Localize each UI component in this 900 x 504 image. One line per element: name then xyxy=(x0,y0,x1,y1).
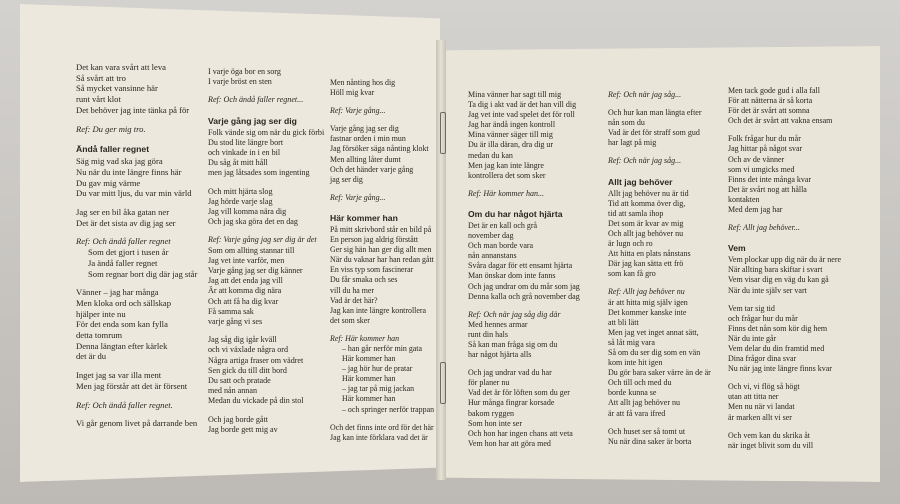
lyric-line: Svåra dagar för ett ensamt hjärta xyxy=(468,261,573,271)
lyric-line: En person jag aldrig förstått xyxy=(330,235,419,245)
lyric-line: En viss typ som fascinerar xyxy=(330,265,414,275)
lyric-line: Säg mig vad ska jag göra xyxy=(76,156,163,167)
stanza-gap xyxy=(468,181,580,189)
lyric-line: Att allt jag behöver nu xyxy=(608,398,680,408)
lyric-line: kontakten xyxy=(728,194,760,204)
refrain-line: Ref: Och ändå faller regnet xyxy=(76,236,171,247)
lyric-line: Ta dig i akt vad är det han vill dig xyxy=(468,100,577,110)
lyric-line: Som hon inte ser xyxy=(468,418,522,428)
lyric-line: det är du xyxy=(76,351,107,362)
lyric-line: Nu när du inte längre finns här xyxy=(76,166,182,177)
lyric-line: Det behöver jag inte tänka på för xyxy=(76,104,190,115)
lyric-line: Vem visar dig en väg du kan gå xyxy=(728,275,829,285)
lyrics-column-2 xyxy=(208,67,324,435)
lyric-line: Vänner – jag har många xyxy=(76,287,159,298)
lyric-line: Jag vill komma nära dig xyxy=(208,207,287,217)
lyric-line: Men nu när vi landat xyxy=(728,402,795,412)
refrain-indented-line: – jag tar på mig jackan xyxy=(342,384,415,394)
lyric-line: Jag kan inte förklara vad det är xyxy=(330,432,428,442)
lyric-line: Du satt och pratade xyxy=(208,376,271,386)
lyric-line: Och mitt hjärta slog xyxy=(208,186,273,196)
stanza-gap xyxy=(330,116,434,124)
lyric-line: Det som är kvar av mig xyxy=(608,218,684,228)
stanza-gap xyxy=(330,98,434,106)
lyric-line: och vinkade in i en bil xyxy=(208,148,281,158)
lyric-line: Men jag förstår att det är försent xyxy=(76,380,188,391)
song-title: Här kommer han xyxy=(330,212,398,223)
refrain-line: Ref: Och när jag såg... xyxy=(608,90,682,99)
lyric-line: Vad är det för straff som gud xyxy=(608,128,700,138)
lyrics-column-5 xyxy=(608,90,711,447)
lyric-line: Och till och med du xyxy=(608,378,672,388)
lyric-line: Och av de vänner xyxy=(728,154,785,164)
lyric-line: har lagt på mig xyxy=(608,138,657,148)
lyric-line: Och hur kan man längta efter xyxy=(608,108,702,118)
lyric-line: så låt mig vara xyxy=(608,337,655,347)
lyric-line: Nu när jag inte längre finns kvar xyxy=(728,364,832,374)
lyric-line: Jag försöker säga nånting klokt xyxy=(330,144,429,154)
lyric-line: Jag hittar på något svar xyxy=(728,144,803,154)
lyric-line: Varje gång jag ser dig känner xyxy=(208,266,303,276)
lyric-line: Är att komma dig nära xyxy=(208,286,282,296)
lyric-line: Vad är det här? xyxy=(330,295,378,305)
lyric-line: som vi umgicks med xyxy=(728,164,795,174)
lyrics-column-6 xyxy=(728,86,841,451)
lyric-line: När du vaknar har han redan gått xyxy=(330,255,434,265)
lyric-line: Men jag vet inget annat sätt, xyxy=(608,327,699,337)
refrain-line: Ref: Och när jag såg... xyxy=(608,156,682,166)
lyric-line: fastnar orden i min mun xyxy=(330,134,406,144)
lyric-line: Du var mitt ljus, du var min värld xyxy=(76,188,192,199)
lyric-line: Jag ser en bil åka gatan ner xyxy=(76,207,170,218)
lyric-line: med nån annan xyxy=(208,386,257,396)
stanza-gap xyxy=(728,215,841,223)
lyric-line: och frågar hur du mår xyxy=(728,313,798,323)
lyric-line: Men nånting hos dig xyxy=(330,78,396,87)
lyric-line: Medan du vickade på din stol xyxy=(208,396,304,406)
stanza-gap xyxy=(208,87,324,95)
lyric-line: Vem tar sig tid xyxy=(728,303,775,313)
stanza-gap xyxy=(76,199,197,207)
stanza-gap xyxy=(608,148,711,156)
lyric-line: borde kunna se xyxy=(608,388,657,398)
lyric-line: Nu när dina saker är borta xyxy=(608,436,692,446)
lyric-line: Men kloka ord och sällskap xyxy=(76,297,171,308)
lyric-line: Folk frågar hur du mår xyxy=(728,134,801,144)
lyric-line: Jag borde gett mig av xyxy=(208,424,278,434)
lyric-line: är att få vara ifred xyxy=(608,408,666,418)
lyric-line: När du inte själv ser vart xyxy=(728,285,807,295)
refrain-line: Ref: Här kommer han... xyxy=(468,188,544,198)
lyric-line: Varje gång jag ser dig xyxy=(330,124,399,134)
lyric-line: att bli lätt xyxy=(608,317,639,327)
refrain-line: Ref: Och ändå faller regnet. xyxy=(76,399,173,410)
lyric-line: nån som du xyxy=(608,118,645,128)
lyric-line: Och det är svårt att vakna ensam xyxy=(728,116,833,126)
lyric-line: Det är en kall och grå xyxy=(468,220,538,230)
lyric-line: Vem hon har att göra med xyxy=(468,438,551,448)
refrain-indented-line: Här kommer han xyxy=(342,394,396,404)
stanza-gap xyxy=(728,423,841,431)
refrain-indented-line: Ja ändå faller regnet xyxy=(88,257,158,268)
lyric-line: och vi växlade några ord xyxy=(208,345,289,355)
song-title: Vem xyxy=(728,243,746,254)
song-title: Ändå faller regnet xyxy=(76,144,150,155)
lyric-line: Du gör bara saker värre än de är xyxy=(608,368,711,378)
staple-bottom xyxy=(440,362,446,404)
stanza-gap xyxy=(728,126,841,134)
lyric-line: runt vårt klot xyxy=(76,94,121,105)
lyric-line: Ger sig hän han ger dig allt men xyxy=(330,245,432,255)
lyric-line: Några artiga fraser om vädret xyxy=(208,355,304,365)
refrain-indented-line: Som det gjort i tusen år xyxy=(88,247,169,258)
stanza-gap xyxy=(608,279,711,287)
lyric-line: Jag har ändå ingen kontroll xyxy=(468,120,556,130)
refrain-line: Ref: Här kommer han xyxy=(330,333,400,343)
lyric-line: Vem delar du din framtid med xyxy=(728,343,825,353)
lyrics-column-3 xyxy=(330,78,434,443)
lyrics-column-1 xyxy=(76,62,197,429)
lyric-line: nån annanstans xyxy=(468,251,517,261)
lyric-line: Det är det sista av dig jag ser xyxy=(76,217,176,228)
lyric-line: Jag att det enda jag vill xyxy=(208,276,283,286)
stanza-gap xyxy=(728,296,841,304)
lyric-line: Sen gick du till ditt bord xyxy=(208,365,287,375)
lyric-line: Och vem kan du skrika åt xyxy=(728,430,810,440)
lyric-line: I varje bröst en sten xyxy=(208,77,272,87)
lyric-line: Tid att komma över dig, xyxy=(608,198,686,208)
lyric-line: vill du ha mer xyxy=(330,285,375,295)
refrain-line: Ref: Och ändå faller regnet... xyxy=(208,95,304,105)
lyric-line: hjälper inte nu xyxy=(76,308,126,319)
refrain-line: Ref: Och när jag såg dig där xyxy=(468,309,561,319)
lyric-line: Jag vet inte varför, men xyxy=(208,255,285,265)
lyric-line: Du gav mig värme xyxy=(76,177,141,188)
refrain-indented-line: Som regnar bort dig där jag står xyxy=(88,268,198,279)
lyric-line: november dag xyxy=(468,231,514,241)
refrain-line: Ref: Varje gång jag ser dig är det xyxy=(208,235,317,245)
lyric-line: Man önskar dom inte fanns xyxy=(468,271,556,281)
lyrics-column-4 xyxy=(468,90,580,449)
lyric-line: medan du kan xyxy=(468,150,513,160)
lyric-line: Och hon har ingen chans att veta xyxy=(468,428,573,438)
lyric-line: Hur många fingrar korsade xyxy=(468,398,555,408)
staple-top xyxy=(440,112,446,154)
refrain-line: Ref: Allt jag behöver... xyxy=(728,223,800,233)
lyric-line: Vad det är för löften som du ger xyxy=(468,388,570,398)
stanza-gap xyxy=(330,203,434,211)
stanza-gap xyxy=(76,116,197,124)
refrain-line: Ref: Varje gång... xyxy=(330,192,386,202)
lyric-line: Få samma sak xyxy=(208,306,254,316)
lyric-line: kom inte hit igen xyxy=(608,358,663,368)
lyric-line: Och jag undrar om du mår som jag xyxy=(468,281,580,291)
stanza-gap xyxy=(330,415,434,423)
refrain-indented-line: Här kommer han xyxy=(342,354,396,364)
lyric-line: Och jag borde gått xyxy=(208,414,269,424)
lyric-line: Som om allting stannar till xyxy=(208,245,295,255)
lyric-line: Inget jag sa var illa ment xyxy=(76,370,162,381)
lyric-line: Med dem jag har xyxy=(728,205,783,215)
lyric-line: För det är svårt att somna xyxy=(728,106,810,116)
lyric-line: Med hennes armar xyxy=(468,319,528,329)
stanza-gap xyxy=(76,228,197,236)
lyric-line: Och jag ska göra det en dag xyxy=(208,217,298,227)
stanza-gap xyxy=(208,227,324,235)
lyric-line: men jag låtsades som ingenting xyxy=(208,168,310,178)
lyric-line: är lugn och ro xyxy=(608,239,653,249)
lyric-line: bakom ryggen xyxy=(468,408,514,418)
lyric-line: Denna längtan efter kärlek xyxy=(76,340,168,351)
lyric-line: Men jag kan inte längre xyxy=(468,160,544,170)
lyric-line: Folk vände sig om när du gick förbi xyxy=(208,127,325,137)
stanza-gap xyxy=(728,374,841,382)
stanza-gap xyxy=(608,419,711,427)
lyric-line: runt din hals xyxy=(468,329,508,339)
lyric-line: Du såg åt mitt håll xyxy=(208,158,268,168)
lyric-line: Så mycket vansinne här xyxy=(76,83,158,94)
stanza-gap xyxy=(468,360,580,368)
lyric-line: Så om du ser dig som en vän xyxy=(608,347,701,357)
lyric-line: för planer nu xyxy=(468,378,510,388)
lyric-line: Du får smaka och ses xyxy=(330,275,398,285)
stanza-gap xyxy=(208,327,324,335)
lyric-line: tid att samla ihop xyxy=(608,208,664,218)
stanza-gap xyxy=(76,362,197,370)
lyric-line: Du är illa däran, dra dig ur xyxy=(468,140,554,150)
stanza-gap xyxy=(76,392,197,400)
stanza-gap xyxy=(608,100,711,108)
booklet-spine xyxy=(436,40,446,480)
lyric-line: Jag vet inte vad spelet det för roll xyxy=(468,110,575,120)
lyric-line: Jag hörde varje slag xyxy=(208,196,273,206)
lyric-line: Denna kalla och grå november dag xyxy=(468,291,580,301)
lyric-line: Jag såg dig igår kväll xyxy=(208,335,277,345)
lyric-line: Allt jag behöver nu är tid xyxy=(608,188,689,198)
refrain-line: Ref: Varje gång... xyxy=(330,106,386,116)
lyric-line: Och att få ha dig kvar xyxy=(208,296,279,306)
stanza-gap xyxy=(76,410,197,418)
lyric-line: Och allt jag behöver nu xyxy=(608,228,684,238)
lyric-line: Vi går genom livet på darrande ben xyxy=(76,418,198,429)
lyric-line: Finns det nån som kör dig hem xyxy=(728,323,828,333)
lyric-line: Det är svårt nog att hålla xyxy=(728,184,807,194)
stanza-gap xyxy=(208,106,324,114)
song-title: Allt jag behöver xyxy=(608,176,673,187)
lyric-line: Och det finns inte ord för det här xyxy=(330,422,434,432)
lyric-line: Så kan man fråga sig om du xyxy=(468,339,558,349)
stanza-gap xyxy=(76,134,197,142)
lyric-line: För att nätterna är så korta xyxy=(728,96,813,106)
refrain-indented-line: Här kommer han xyxy=(342,374,396,384)
lyric-line: Och man borde vara xyxy=(468,241,534,251)
refrain-indented-line: – han går nerför min gata xyxy=(342,343,422,353)
stanza-gap xyxy=(468,199,580,207)
lyric-line: För det enda som kan fylla xyxy=(76,319,168,330)
lyric-line: Att hitta en plats nånstans xyxy=(608,249,691,259)
refrain-indented-line: – jag hör hur de pratar xyxy=(342,364,413,374)
lyric-line: Vem plockar upp dig när du är nere xyxy=(728,255,842,265)
lyric-line: Det kan vara svårt att leva xyxy=(76,62,166,72)
lyric-line: Jag kan inte längre kontrollera xyxy=(330,305,426,315)
lyric-line: Det kommer kanske inte xyxy=(608,307,687,317)
lyric-line: Och jag undrar vad du har xyxy=(468,368,552,378)
lyric-line: är marken allt vi ser xyxy=(728,412,792,422)
lyric-line: När allting bara skiftar i svart xyxy=(728,265,823,275)
lyric-line: Mina vänner har sagt till mig xyxy=(468,90,562,99)
lyric-line: detta tomrum xyxy=(76,330,123,341)
lyric-line: utan att titta ner xyxy=(728,392,779,402)
refrain-line: Ref: Allt jag behöver nu xyxy=(608,287,685,297)
stanza-gap xyxy=(728,233,841,241)
stanza-gap xyxy=(608,167,711,175)
lyric-line: Och det händer varje gång xyxy=(330,164,414,174)
lyric-line: Finns det inte många kvar xyxy=(728,174,812,184)
stanza-gap xyxy=(208,407,324,415)
song-title: Om du har något hjärta xyxy=(468,208,563,219)
lyric-line: När du inte går xyxy=(728,333,777,343)
lyric-line: det som sker xyxy=(330,315,370,325)
stanza-gap xyxy=(468,302,580,310)
song-title: Varje gång jag ser dig xyxy=(208,115,297,126)
lyric-line: I varje öga bor en sorg xyxy=(208,67,281,76)
lyric-line: när inget blivit som du vill xyxy=(728,440,814,450)
refrain-line: Ref: Du ger mig tro. xyxy=(76,123,146,134)
stanza-gap xyxy=(76,279,197,287)
lyric-line: varje gång vi ses xyxy=(208,317,263,327)
lyric-line: På mitt skrivbord står en bild på xyxy=(330,224,432,234)
lyric-line: Men allting låter dumt xyxy=(330,154,401,164)
lyric-line: Så svårt att tro xyxy=(76,72,126,83)
stanza-gap xyxy=(330,185,434,193)
lyric-line: Du stod lite längre bort xyxy=(208,137,284,147)
lyric-line: Och vi, vi flög så högt xyxy=(728,382,800,392)
lyric-line: är att hitta mig själv igen xyxy=(608,297,688,307)
refrain-indented-line: – och springer nerför trappan xyxy=(342,404,435,414)
lyric-line: kontrollera det som sker xyxy=(468,170,546,180)
lyric-line: Höll mig kvar xyxy=(330,88,375,98)
lyric-line: Där jag kan sätta ett frö xyxy=(608,259,684,269)
lyric-line: jag ser dig xyxy=(330,174,363,184)
lyric-line: Och huset ser så tomt ut xyxy=(608,426,686,436)
lyric-line: Mina vänner säger till mig xyxy=(468,130,553,140)
lyric-line: som kan få gro xyxy=(608,269,656,279)
lyric-line: Men tack gode gud i alla fall xyxy=(728,86,820,95)
lyric-line: har något hjärta alls xyxy=(468,350,532,360)
stanza-gap xyxy=(208,179,324,187)
stanza-gap xyxy=(330,326,434,334)
lyric-line: Dina frågor dina svar xyxy=(728,354,797,364)
